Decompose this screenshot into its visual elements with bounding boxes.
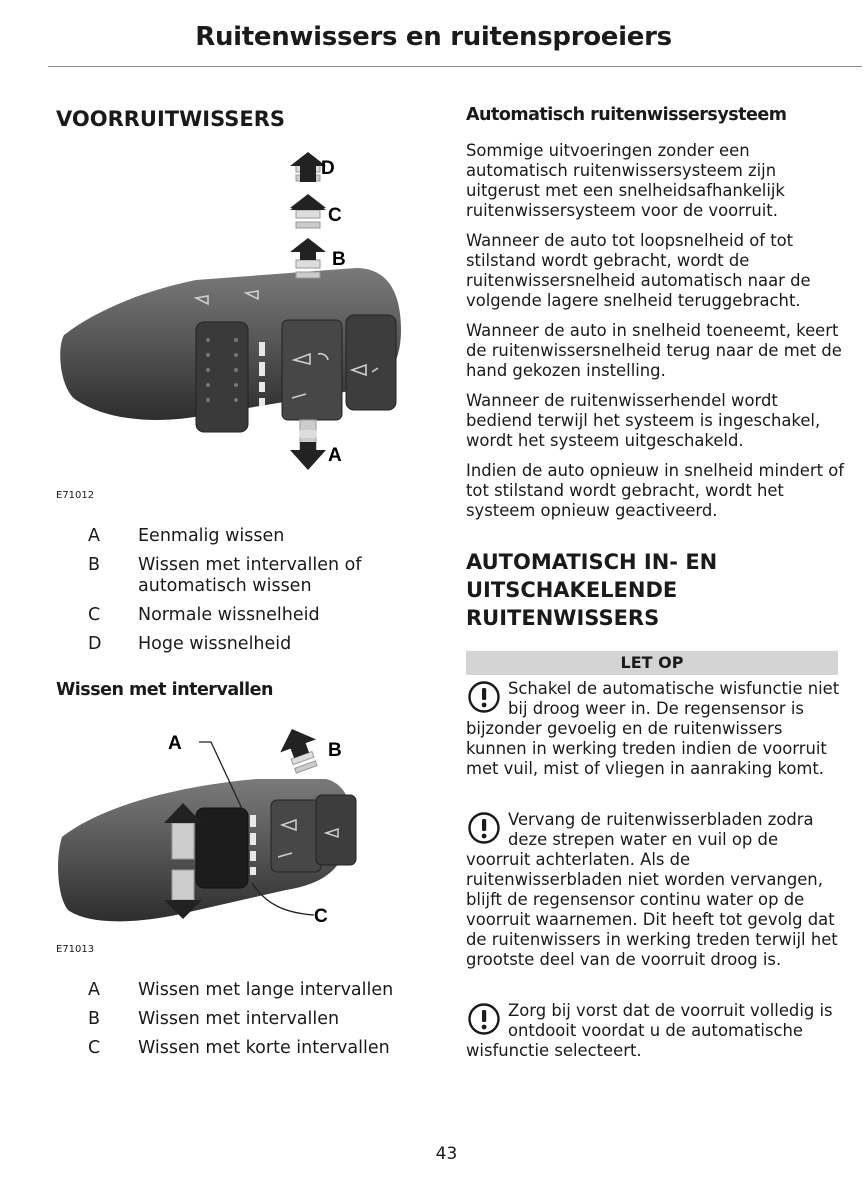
paragraph: Wanneer de auto tot loopsnelheid of tot stilstand wordt gebracht, wordt de ruitenwissersnelheid automatisch naar de volgende lagere snelheid teruggebracht. xyxy=(466,231,811,310)
legend-item: A Eenmalig wissen xyxy=(88,526,285,546)
heading-line: UITSCHAKELENDE xyxy=(466,578,678,602)
legend-list-1 xyxy=(88,526,408,663)
warning-block xyxy=(466,1001,840,1061)
page-number: 43 xyxy=(435,1144,458,1164)
legend-item: B Wissen met intervallen xyxy=(88,1009,340,1029)
exclamation-circle-icon xyxy=(466,679,508,717)
figure-code: E71013 xyxy=(56,944,95,955)
legend-list-2 xyxy=(88,980,408,1067)
wiper-stalk-figure-2 xyxy=(56,725,416,935)
paragraph: Sommige uitvoeringen zonder een automatisch ruitenwissersysteem zijn uitgerust met een snelheidsafhankelijk ruitenwissersysteem voor de voorruit. xyxy=(466,141,785,220)
warning-text: Zorg bij vorst dat de voorruit volledig is ontdooit voordat u de automatische wisfunctie selecteert. xyxy=(466,1001,833,1060)
paragraph: Indien de auto opnieuw in snelheid mindert of tot stilstand wordt gebracht, wordt het systeem opnieuw geactiveerd. xyxy=(466,461,845,520)
header-divider xyxy=(48,66,862,67)
warning-text: Schakel de automatische wisfunctie niet bij droog weer in. De regensensor is bijzonder gevoelig en de ruitenwissers kunnen in werking treden indien de voorruit met vuil, mist of vliegen in aanraking komt. xyxy=(466,679,840,778)
exclamation-circle-icon xyxy=(466,1001,508,1039)
heading-line: RUITENWISSERS xyxy=(466,606,660,630)
section-heading-voorruitwissers: VOORRUITWISSERS xyxy=(56,107,286,131)
exclamation-circle-icon xyxy=(466,810,508,848)
legend-item: A Wissen met lange intervallen xyxy=(88,980,394,1000)
legend-item: D Hoge wissnelheid xyxy=(88,634,292,654)
label-a: A xyxy=(328,445,342,466)
paragraph: Wanneer de auto in snelheid toeneemt, keert de ruitenwissersnelheid terug naar de met de hand gekozen instelling. xyxy=(466,321,842,380)
label-a: A xyxy=(168,733,182,754)
warning-block xyxy=(466,810,840,970)
section-heading-automatisch-systeem: Automatisch ruitenwissersysteem xyxy=(466,105,787,125)
legend-item: C Normale wissnelheid xyxy=(88,605,320,625)
caution-title-bar: LET OP xyxy=(466,651,838,675)
figure-code: E71012 xyxy=(56,490,95,501)
label-b: B xyxy=(328,740,342,761)
heading-line: AUTOMATISCH IN- EN xyxy=(466,550,718,574)
warning-text: Vervang de ruitenwisserbladen zodra deze strepen water en vuil op de voorruit achterlaten. Als de ruitenwisserbladen niet worden vervangen, blijft de regensensor continu water op de voorruit waarnemen. Dit heeft tot gevolg dat de ruitenwissers in werking treden terwijl het grootste deel van de voorruit droog is. xyxy=(466,810,838,969)
page-title: Ruitenwissers en ruitensproeiers xyxy=(195,22,672,52)
section-heading-wissen-met-intervallen: Wissen met intervallen xyxy=(56,680,273,700)
warning-block xyxy=(466,679,840,779)
section-heading-automatisch-in-uit xyxy=(466,548,717,632)
label-d: D xyxy=(321,158,335,179)
label-b: B xyxy=(332,249,346,270)
legend-item: B Wissen met intervallen of automatisch wissen xyxy=(88,555,362,596)
label-c: C xyxy=(328,205,342,226)
legend-item: C Wissen met korte intervallen xyxy=(88,1038,390,1058)
paragraph: Wanneer de ruitenwisserhendel wordt bediend terwijl het systeem is ingeschakel, wordt het systeem uitgeschakeld. xyxy=(466,391,821,450)
label-c: C xyxy=(314,906,328,927)
wiper-stalk-figure-1 xyxy=(56,150,416,480)
